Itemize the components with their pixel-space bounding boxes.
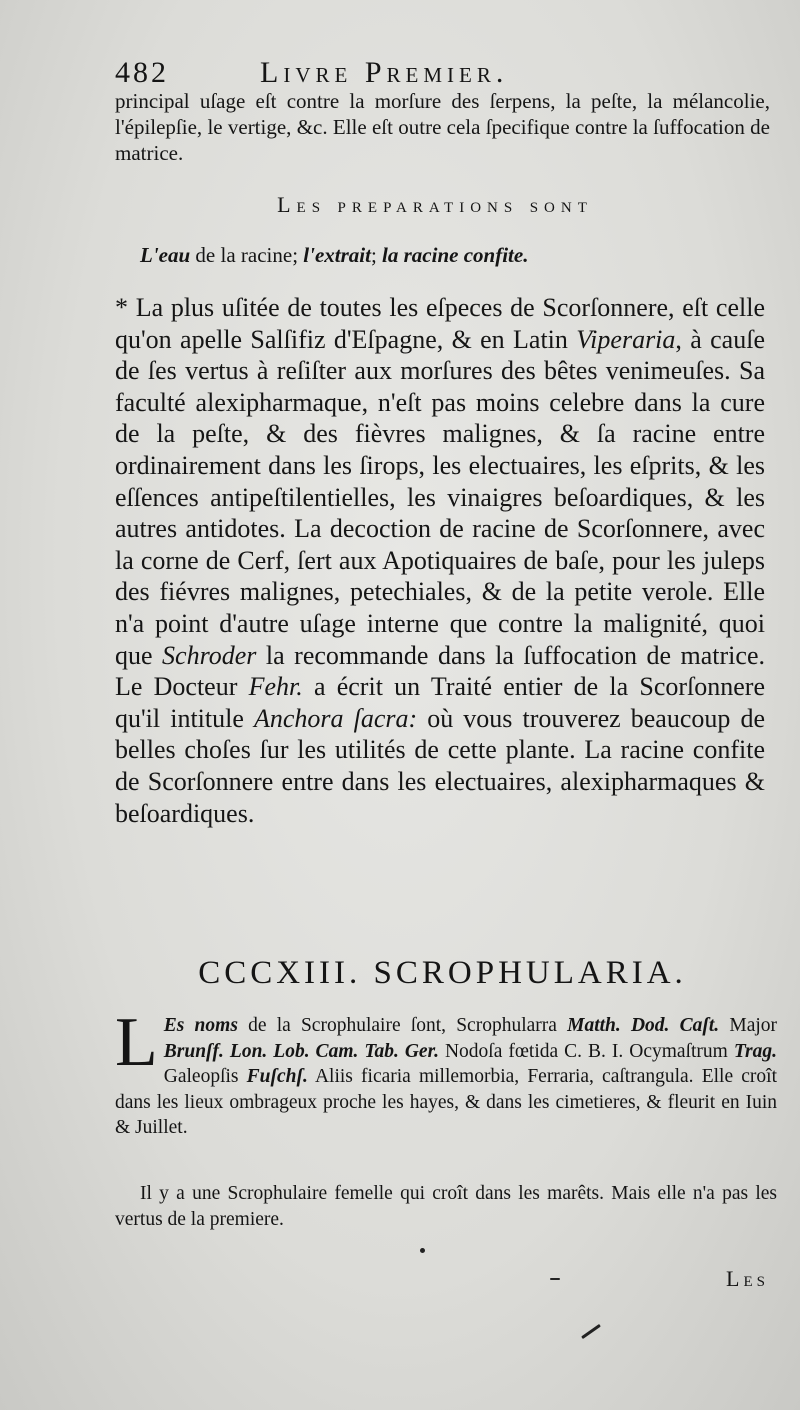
prep-item-eau-rest: de la racine;	[190, 243, 304, 267]
main-text-3: la recommande dans la ſuffocation de matrice. Le Docteur	[115, 640, 765, 702]
names-text-2: Major	[719, 1015, 778, 1036]
names-text-4: Galeopſis	[163, 1066, 247, 1087]
main-text-2: , à cauſe de ſes vertus à reſiſter aux morſures des bêtes venimeuſes. Sa faculté alexipharmaque, n'eſt pas moins celebre dans la cure de la peſte, & des fièvres malignes, & ſa racine entre ordinairement dans les ſirops, les electuaires, les eſprits, & les eſſences antipeſtilentielles, les vinaigres beſoardiques, & les autres antidotes. La decoction de racine de Scorſonnere, avec la corne de Cerf, ſert aux Apotiquaires de baſe, pour les juleps des fiévres malignes, petechiales, & de la petite verole. Elle n'a point d'autre uſage interne que contre la malignité, quoi que	[115, 324, 765, 670]
authorities-2: Brunſf. Lon. Lob. Cam. Tab. Ger.	[163, 1040, 439, 1062]
author-fehr: Fehr.	[248, 672, 303, 702]
names-paragraph	[115, 1004, 778, 1141]
names-lead: Es noms	[163, 1015, 238, 1036]
prep-separator: ;	[370, 243, 383, 267]
names-text-5: Aliis ficaria millemorbia, Ferraria, caſtrangula. Elle croît dans les lieux ombrageux proche les hayes, & dans les cimetieres, & fleurit en Iuin & Juillet.	[115, 1066, 777, 1138]
names-text-3: Nodoſa fœtida C. B. I. Ocymaſtrum	[438, 1040, 734, 1062]
prep-item-extrait: l'extrait	[303, 243, 371, 267]
drop-cap: L	[115, 1004, 158, 1081]
author-schroder: Schroder	[162, 640, 257, 670]
preparations-heading: Les preparations sont	[277, 192, 593, 217]
authorities-4: Fuſchſ.	[246, 1066, 308, 1087]
term-viperaria: Viperaria	[576, 324, 676, 354]
prep-item-eau: L'eau	[140, 243, 191, 267]
main-text-4: a écrit un Traité entier de la Scorſonnere qu'il intitule	[115, 672, 765, 733]
intro-text: principal uſage eſt contre la morſure des ſerpens, la peſte, la mélancolie, l'épilepſie, le vertige, &c. Elle eſt outre cela ſpecifique contre la ſuffocation de matrice.	[115, 89, 770, 165]
running-head: Livre Premier.	[260, 56, 509, 89]
prep-item-racine-confite: la racine confite.	[382, 243, 529, 267]
catchword: Les	[726, 1266, 769, 1291]
ink-speck	[550, 1278, 560, 1280]
page-number: 482	[115, 56, 169, 89]
female-paragraph	[115, 1181, 777, 1232]
authorities-3: Trag.	[733, 1040, 777, 1062]
authorities-1: Matth. Dod. Caſt.	[567, 1015, 720, 1036]
preparations-list	[140, 240, 795, 270]
main-text-1: * La plus uſitée de toutes les eſpeces de Scorſonnere, eſt celle qu'on apelle Salſifiz d'Eſpagne, & en Latin	[115, 293, 765, 354]
title-anchora-sacra: Anchora ſacra:	[253, 703, 418, 733]
intro-paragraph	[115, 88, 770, 166]
names-text-1: de la Scrophulaire ſont, Scrophularra	[237, 1015, 568, 1036]
main-paragraph	[115, 292, 765, 829]
chapter-title: CCCXIII. SCROPHULARIA.	[198, 955, 687, 991]
main-text-5: où vous trouverez beaucoup de belles choſes ſur les utilités de cette plante. La racine confite de Scorſonnere entre dans les electuaires, alexipharmaques & beſoardiques.	[115, 703, 765, 828]
ink-speck	[420, 1248, 425, 1253]
female-text: Il y a une Scrophulaire femelle qui croît dans les marêts. Mais elle n'a pas les vertus de la premiere.	[115, 1183, 777, 1230]
ink-speck	[581, 1324, 601, 1339]
